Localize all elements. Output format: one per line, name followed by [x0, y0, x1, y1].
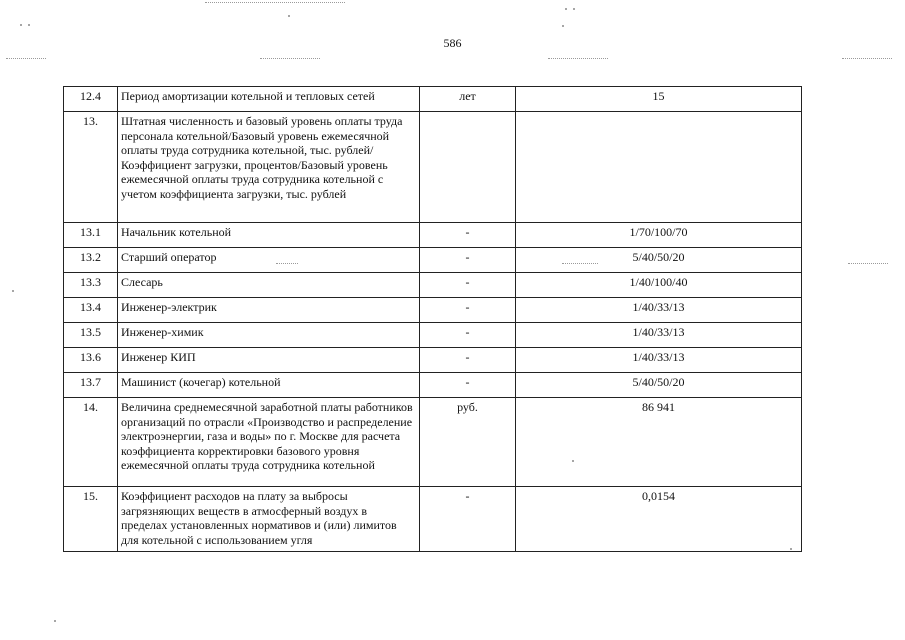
table-row: [64, 487, 802, 552]
table-row: [64, 373, 802, 398]
table-row: [64, 223, 802, 248]
row-name: Старший оператор: [118, 248, 420, 273]
table-row: [64, 273, 802, 298]
scan-artifact: [848, 263, 888, 264]
scan-artifact: [20, 24, 22, 26]
row-name: Коэффициент расходов на плату за выбросы загрязняющих веществ в атмосферный воздух в пределах установленных нормативов и (или) лимитов для котельной с использованием угля: [118, 487, 420, 552]
row-value: 0,0154: [516, 487, 802, 552]
row-value: 1/70/100/70: [516, 223, 802, 248]
scan-artifact: [288, 15, 290, 17]
row-unit: -: [420, 373, 516, 398]
row-name: Инженер-электрик: [118, 298, 420, 323]
row-number: 13.4: [64, 298, 118, 323]
row-value: 86 941: [516, 398, 802, 487]
table-row: [64, 112, 802, 223]
scan-artifact: [6, 58, 46, 59]
table-row: [64, 87, 802, 112]
scan-artifact: [842, 58, 892, 59]
row-number: 13.1: [64, 223, 118, 248]
scan-artifact: [54, 620, 56, 622]
row-number: 15.: [64, 487, 118, 552]
row-unit: -: [420, 223, 516, 248]
scan-artifact: [12, 290, 14, 292]
table-row: [64, 298, 802, 323]
row-value: 5/40/50/20: [516, 248, 802, 273]
row-value: 5/40/50/20: [516, 373, 802, 398]
row-unit: [420, 112, 516, 223]
row-unit: -: [420, 487, 516, 552]
row-value: 1/40/100/40: [516, 273, 802, 298]
row-value: 1/40/33/13: [516, 323, 802, 348]
row-number: 13.6: [64, 348, 118, 373]
data-table: [63, 86, 802, 552]
row-unit: руб.: [420, 398, 516, 487]
row-unit: -: [420, 248, 516, 273]
row-number: 13.7: [64, 373, 118, 398]
row-number: 12.4: [64, 87, 118, 112]
scan-artifact: [28, 24, 30, 26]
row-value: 15: [516, 87, 802, 112]
row-name: Инженер-химик: [118, 323, 420, 348]
row-name: Инженер КИП: [118, 348, 420, 373]
page-number: 586: [443, 36, 462, 50]
row-name: Машинист (кочегар) котельной: [118, 373, 420, 398]
row-name: Величина среднемесячной заработной платы работников организаций по отрасли «Производство и распределение электроэнергии, газа и воды» по г. Москве для расчета коэффициента корректировки базового уровня ежемесячной оплаты труда сотрудника котельной: [118, 398, 420, 487]
row-unit: -: [420, 323, 516, 348]
row-value: 1/40/33/13: [516, 298, 802, 323]
table-row: [64, 348, 802, 373]
table-row: [64, 398, 802, 487]
row-number: 13.5: [64, 323, 118, 348]
scan-artifact: [205, 2, 345, 3]
scan-artifact: [573, 8, 575, 10]
row-value: [516, 112, 802, 223]
row-unit: -: [420, 348, 516, 373]
scan-artifact: [565, 8, 567, 10]
row-name: Период амортизации котельной и тепловых сетей: [118, 87, 420, 112]
scan-artifact: [548, 58, 608, 59]
row-unit: лет: [420, 87, 516, 112]
row-unit: -: [420, 298, 516, 323]
row-name: Штатная численность и базовый уровень оплаты труда персонала котельной/Базовый уровень ежемесячной оплаты труда сотрудника котельной, тыс. рублей/Коэффициент загрузки, процентов/Базовый уровень ежемесячной оплаты труда сотрудника котельной с учетом коэффициента загрузки, тыс. рублей: [118, 112, 420, 223]
row-value: 1/40/33/13: [516, 348, 802, 373]
row-name: Начальник котельной: [118, 223, 420, 248]
row-name: Слесарь: [118, 273, 420, 298]
scan-artifact: [260, 58, 320, 59]
row-number: 13.2: [64, 248, 118, 273]
table-row: [64, 248, 802, 273]
row-number: 13.: [64, 112, 118, 223]
row-number: 13.3: [64, 273, 118, 298]
row-number: 14.: [64, 398, 118, 487]
row-unit: -: [420, 273, 516, 298]
scan-artifact: [562, 25, 564, 27]
table-row: [64, 323, 802, 348]
